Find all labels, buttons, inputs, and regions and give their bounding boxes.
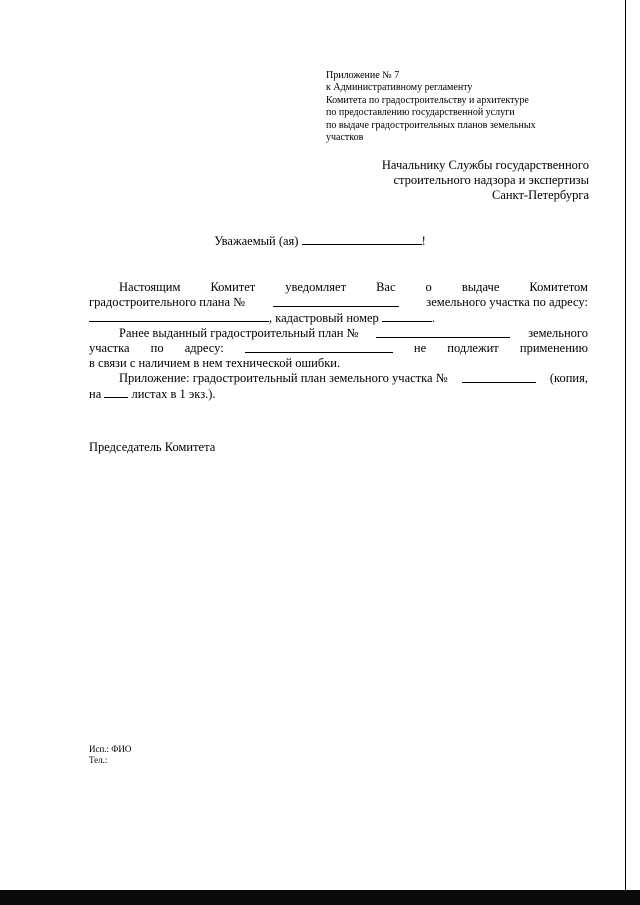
paragraph2-line2 [89,341,588,356]
text-segment: градостроительного плана № [89,295,246,309]
text-segment: Ранее выданный градостроительный план № [119,326,359,340]
text-segment: . [431,311,436,325]
previous-address-blank [245,341,393,353]
text-segment: (копия, [549,371,588,385]
text-segment: земельного [528,326,588,340]
paragraph2-line1 [89,326,588,341]
paragraph1-line2 [89,295,588,310]
text-segment: земельного участка по адресу: [426,295,588,309]
plan-number-blank [273,295,399,307]
annex-line: Приложение № 7 [326,70,400,81]
paragraph2-line3: в связи с наличием в нем технической ошибки. [89,356,341,370]
scan-edge-line [625,0,626,890]
paragraph1-line3 [89,310,588,326]
annex-line: к Административному регламенту [326,82,473,94]
address-blank [89,310,269,322]
annex-line: Комитета по градостроительству и архитектуре [326,94,529,106]
word: уведомляет [285,280,347,294]
scan-bottom-border [0,890,640,905]
cadastral-number-blank [382,310,432,322]
paragraph3-line1 [89,371,588,386]
phone-label: Тел.: [89,755,108,765]
word: о [425,280,432,294]
addressee-block [289,158,589,203]
word: выдаче [461,280,500,294]
annex-line: по выдаче градостроительных планов земельных [326,119,536,131]
executor-label: Исп.: ФИО [89,744,132,754]
recipient-name-blank [302,233,422,245]
word: по [150,341,164,355]
word: Настоящим [119,280,181,294]
salutation-end: ! [421,234,426,248]
annex-header [326,70,626,144]
word: подлежит [447,341,499,355]
signature-title: Председатель Комитета [89,440,216,454]
word: Комитетом [529,280,588,294]
letter-body [89,280,588,402]
annex-line: участков [326,132,364,144]
annex-line: по предоставлению государственной услуги [326,107,515,119]
addressee-line: строительного надзора и экспертизы [393,173,589,187]
word: Комитет [210,280,256,294]
text-segment: листах в 1 экз.). [131,387,216,401]
text-segment: Приложение: градостроительный план земельного участка № [119,371,448,385]
paragraph1-line1 [89,280,588,295]
previous-plan-number-blank [376,326,510,338]
word: участка [89,341,130,355]
paragraph3-line2 [89,386,588,402]
salutation-text: Уважаемый (ая) [214,234,299,248]
word: не [413,341,427,355]
salutation [0,233,640,249]
footer-contacts [89,744,131,766]
addressee-line: Начальнику Службы государственного [381,158,589,172]
word: Вас [376,280,396,294]
text-segment: на [89,387,102,401]
sheet-count-blank [104,386,128,398]
word: применению [519,341,588,355]
attachment-plan-number-blank [462,371,536,383]
word: адресу: [184,341,224,355]
addressee-line: Санкт-Петербурга [491,188,589,202]
text-segment: , кадастровый номер [269,311,379,325]
